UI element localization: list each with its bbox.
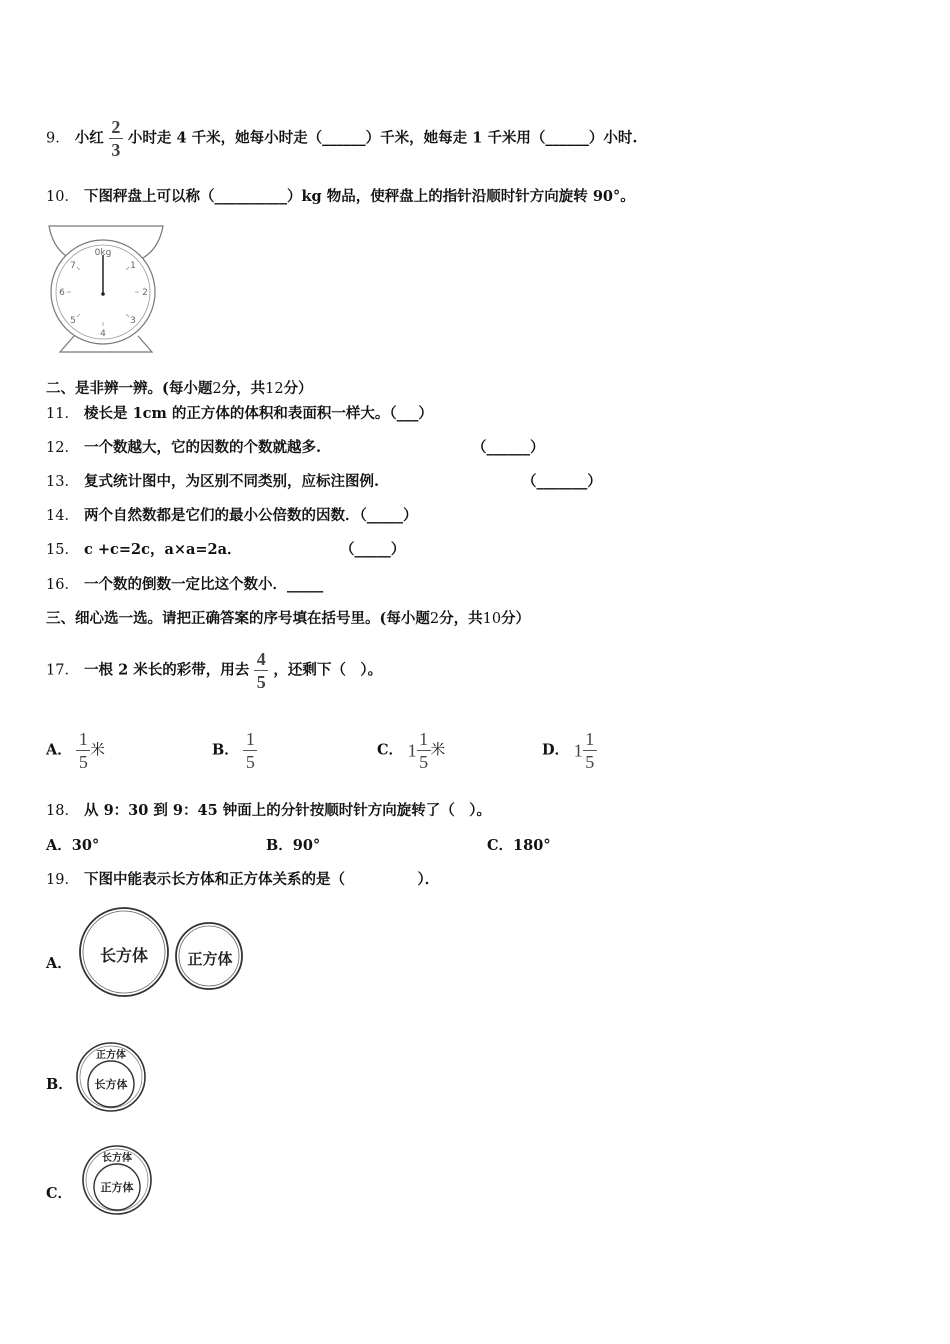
question-14: 14． 两个自然数都是它们的最小公倍数的因数．（_____）: [46, 507, 418, 524]
question-number: 15．: [46, 542, 79, 558]
question-10: 10． 下图秤盘上可以称（__________）kg 物品，使秤盘上的指针沿顺时针方向旋转 90°。: [46, 188, 635, 205]
question-19: 19． 下图中能表示长方体和正方体关系的是（ ）．: [46, 871, 440, 888]
question-number: 18．: [46, 803, 79, 819]
question-15: 15． c +c=2c，a×a=2a．: [46, 541, 242, 558]
tick-label: 1: [130, 261, 136, 271]
fraction: $\frac{4}{5}$: [254, 648, 268, 693]
option-b[interactable]: B． $\frac{1}{5}$: [212, 728, 257, 773]
question-18: 18． 从 9：30 到 9：45 钟面上的分针按顺时针方向旋转了（ ）。: [46, 802, 491, 819]
question-9: 9． 小红 $\frac{2}{3}$ 小时走 4 千米，她每小时走（______）千米，她每走 1 千米用（______）小时.: [46, 117, 638, 160]
question-number: 12．: [46, 440, 79, 456]
tick-label: 4: [100, 329, 106, 339]
section-3-title: 三、细心选一选。请把正确答案的序号填在括号里。(每小题2分，共10分）: [46, 610, 531, 627]
answer-blank[interactable]: ______: [545, 129, 589, 147]
answer-blank[interactable]: _____: [287, 576, 324, 593]
question-number: 13．: [46, 474, 79, 490]
question-number: 17．: [46, 662, 79, 679]
tick-label: 5: [70, 316, 76, 326]
question-number: 10．: [46, 189, 79, 205]
pointer-pivot: [101, 292, 105, 296]
question-17: 17． 一根 2 米长的彩带，用去 $\frac{4}{5}$ ，还剩下（ ）。: [46, 649, 383, 692]
question-number: 11．: [46, 406, 79, 422]
answer-blank[interactable]: ___: [396, 405, 419, 422]
question-16: 16． 一个数的倒数一定比这个数小．_____: [46, 576, 324, 593]
option-c[interactable]: C．180°: [487, 837, 551, 854]
fraction: $\frac{1}{5}$: [243, 728, 257, 773]
option-a[interactable]: A． $\frac{1}{5}$ 米: [46, 729, 105, 772]
answer-blank[interactable]: ______: [322, 129, 366, 147]
venn-option-a[interactable]: [76, 904, 246, 1000]
question-12: 12． 一个数越大，它的因数的个数就越多.: [46, 439, 322, 456]
fraction: $\frac{1}{5}$: [417, 728, 431, 773]
cube-label: 正方体: [96, 1050, 126, 1061]
scale-image: [46, 222, 166, 356]
tick-label: 3: [130, 316, 136, 326]
option-b-label[interactable]: B．: [46, 1076, 73, 1093]
fraction: $\frac{2}{3}$: [109, 116, 123, 161]
question-number: 14．: [46, 508, 79, 524]
answer-blank[interactable]: （_______）: [522, 473, 602, 490]
question-number: 16．: [46, 577, 79, 593]
option-c[interactable]: C． 1 $\frac{1}{5}$ 米: [377, 729, 446, 772]
tick-label: 7: [70, 261, 76, 271]
cuboid-label: 长方体: [99, 946, 149, 965]
answer-blank[interactable]: （______）: [472, 439, 545, 456]
fraction: $\frac{1}{5}$: [583, 728, 597, 773]
fraction: $\frac{1}{5}$: [76, 728, 90, 773]
question-11: 11． 棱长是 1cm 的正方体的体积和表面积一样大。（___）: [46, 405, 433, 422]
option-d[interactable]: D． 1 $\frac{1}{5}$: [542, 728, 597, 773]
option-c-label[interactable]: C．: [46, 1185, 73, 1202]
venn-option-c[interactable]: [80, 1143, 154, 1217]
tick-label: 2: [142, 288, 148, 298]
cuboid-label: 长方体: [94, 1078, 128, 1091]
cube-label: 正方体: [100, 1181, 134, 1194]
cuboid-label: 长方体: [102, 1153, 132, 1164]
question-number: 9．: [46, 130, 70, 147]
option-a[interactable]: A．30°: [46, 837, 100, 854]
option-a-label[interactable]: A．: [46, 955, 72, 972]
answer-blank[interactable]: __________: [214, 188, 288, 205]
cube-label: 正方体: [187, 950, 233, 968]
answer-blank[interactable]: _____: [366, 507, 404, 524]
unit-label: 0kg: [94, 248, 112, 258]
tick-label: 6: [59, 288, 65, 298]
question-number: 19．: [46, 872, 79, 888]
answer-blank[interactable]: （_____）: [340, 541, 406, 558]
venn-option-b[interactable]: [74, 1040, 148, 1114]
section-2-title: 二、是非辨一辨。(每小题2分，共12分）: [46, 380, 313, 397]
question-13: 13． 复式统计图中，为区别不同类别，应标注图例.: [46, 473, 380, 490]
option-b[interactable]: B．90°: [266, 837, 321, 854]
